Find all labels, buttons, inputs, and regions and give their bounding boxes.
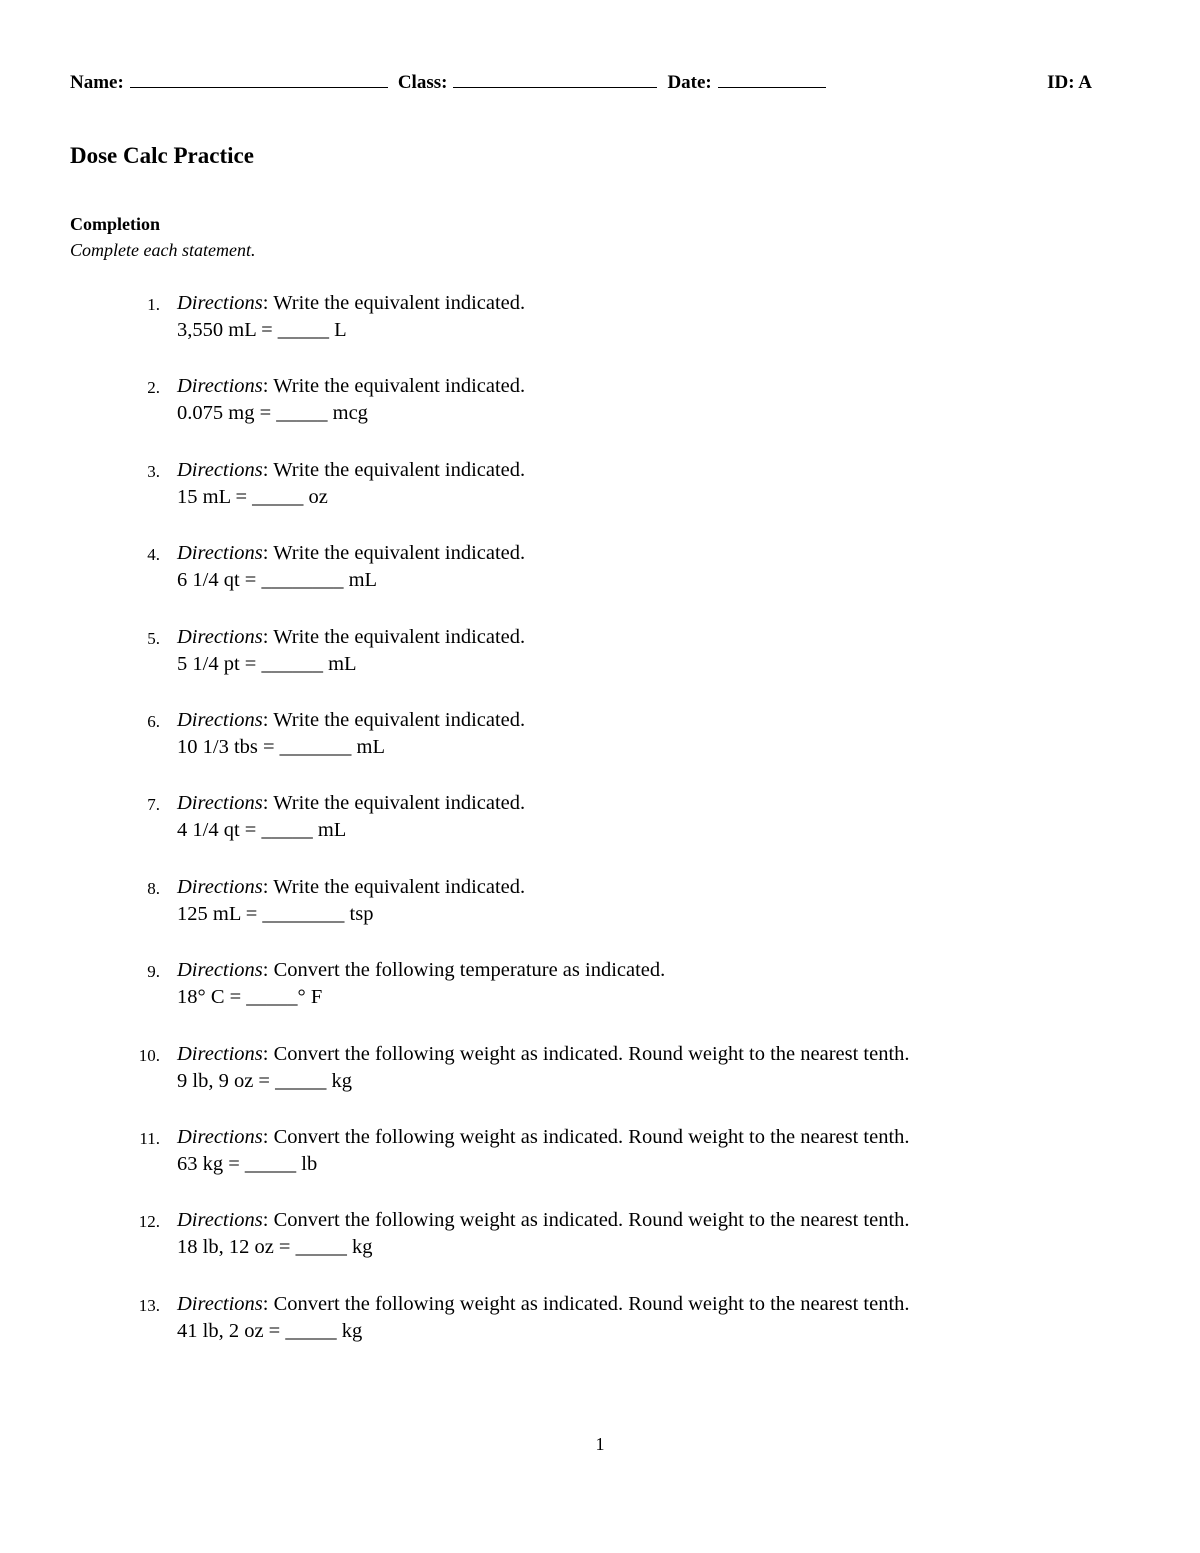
directions-label: Directions	[177, 625, 263, 648]
worksheet-header	[70, 72, 1092, 94]
question-prompt[interactable]: 6 1/4 qt = ________ mL	[177, 569, 378, 592]
directions-label: Directions	[177, 542, 263, 565]
question-direction-text: : Write the equivalent indicated.	[262, 792, 526, 815]
question-number: 13.	[138, 1295, 160, 1315]
question-item	[0, 1124, 1200, 1207]
directions-label: Directions	[177, 708, 263, 731]
question-direction-line	[177, 1041, 910, 1068]
directions-label: Directions	[177, 1125, 263, 1148]
section-instruction: Complete each statement.	[70, 240, 256, 260]
question-item	[0, 624, 1200, 707]
directions-label: Directions	[177, 959, 263, 982]
directions-label: Directions	[177, 458, 263, 481]
question-direction-line	[177, 457, 525, 484]
question-direction-text: : Write the equivalent indicated.	[262, 375, 526, 398]
question-item	[0, 1291, 1200, 1374]
date-field[interactable]	[667, 72, 835, 94]
question-prompt[interactable]: 4 1/4 qt = _____ mL	[177, 819, 347, 842]
question-number: 5.	[147, 628, 160, 648]
question-direction-line	[177, 540, 525, 567]
question-direction-line	[177, 957, 665, 984]
question-number: 4.	[147, 545, 160, 565]
question-direction-line	[177, 707, 525, 734]
question-direction-text: : Convert the following weight as indicated. Round weight to the nearest tenth.	[262, 1042, 910, 1065]
date-label: Date:	[667, 72, 712, 93]
question-body	[177, 707, 525, 761]
question-item	[0, 290, 1200, 373]
question-item	[0, 540, 1200, 623]
question-direction-text: : Write the equivalent indicated.	[262, 625, 526, 648]
name-blank-line[interactable]	[130, 86, 388, 88]
question-number: 2.	[147, 378, 160, 398]
directions-label: Directions	[177, 1292, 263, 1315]
question-number: 10.	[138, 1045, 160, 1065]
question-number: 8.	[147, 878, 160, 898]
question-direction-text: : Write the equivalent indicated.	[262, 708, 526, 731]
question-prompt[interactable]: 41 lb, 2 oz = _____ kg	[177, 1319, 363, 1342]
question-body	[177, 624, 525, 678]
question-prompt[interactable]: 15 mL = _____ oz	[177, 485, 328, 508]
question-direction-text: : Write the equivalent indicated.	[262, 292, 526, 314]
question-direction-text: : Convert the following temperature as indicated.	[262, 959, 666, 982]
question-item	[0, 1207, 1200, 1290]
question-direction-line	[177, 1124, 910, 1151]
question-body	[177, 457, 525, 511]
question-item	[0, 1041, 1200, 1124]
question-prompt[interactable]: 18 lb, 12 oz = _____ kg	[177, 1236, 373, 1259]
question-direction-text: : Convert the following weight as indicated. Round weight to the nearest tenth.	[262, 1292, 910, 1315]
class-label: Class:	[397, 72, 448, 93]
question-prompt[interactable]: 63 kg = _____ lb	[177, 1152, 318, 1175]
class-field[interactable]	[398, 72, 668, 94]
question-prompt[interactable]: 3,550 mL = _____ L	[177, 319, 347, 341]
question-body	[177, 373, 525, 427]
question-number: 3.	[147, 461, 160, 481]
question-direction-line	[177, 874, 525, 901]
question-number: 9.	[147, 962, 160, 982]
question-body	[177, 874, 525, 928]
question-list	[0, 290, 1200, 1374]
id-label: ID: A	[1047, 72, 1092, 93]
question-direction-text: : Write the equivalent indicated.	[262, 458, 526, 481]
question-body	[177, 957, 665, 1011]
question-number: 11.	[139, 1128, 160, 1148]
question-direction-line	[177, 790, 525, 817]
question-body	[177, 290, 525, 344]
directions-label: Directions	[177, 375, 263, 398]
question-prompt[interactable]: 10 1/3 tbs = _______ mL	[177, 735, 386, 758]
question-item	[0, 707, 1200, 790]
question-prompt[interactable]: 5 1/4 pt = ______ mL	[177, 652, 357, 675]
question-direction-line	[177, 1291, 910, 1318]
question-prompt[interactable]: 18° C = _____° F	[177, 986, 323, 1009]
directions-label: Directions	[177, 1209, 263, 1232]
question-direction-line	[177, 290, 525, 317]
question-direction-text: : Write the equivalent indicated.	[262, 542, 526, 565]
question-prompt[interactable]: 0.075 mg = _____ mcg	[177, 402, 368, 425]
question-direction-text: : Write the equivalent indicated.	[262, 875, 526, 898]
question-number: 7.	[147, 795, 160, 815]
class-blank-line[interactable]	[453, 86, 657, 88]
question-direction-line	[177, 1207, 910, 1234]
page-number: 1	[595, 1434, 605, 1454]
question-body	[177, 1291, 910, 1345]
question-number: 1.	[147, 295, 160, 314]
name-label: Name:	[70, 72, 124, 93]
name-field[interactable]	[70, 72, 398, 94]
question-direction-text: : Convert the following weight as indicated. Round weight to the nearest tenth.	[262, 1125, 910, 1148]
question-item	[0, 957, 1200, 1040]
question-number: 12.	[138, 1212, 160, 1232]
question-prompt[interactable]: 9 lb, 9 oz = _____ kg	[177, 1069, 352, 1092]
directions-label: Directions	[177, 292, 263, 314]
question-body	[177, 1207, 910, 1261]
question-body	[177, 1041, 910, 1095]
question-item	[0, 373, 1200, 456]
question-item	[0, 874, 1200, 957]
question-direction-line	[177, 624, 525, 651]
question-body	[177, 1124, 910, 1178]
section-heading: Completion	[70, 214, 160, 234]
directions-label: Directions	[177, 875, 263, 898]
question-number: 6.	[147, 711, 160, 731]
question-item	[0, 790, 1200, 873]
question-direction-line	[177, 373, 525, 400]
directions-label: Directions	[177, 792, 263, 815]
question-direction-text: : Convert the following weight as indicated. Round weight to the nearest tenth.	[262, 1209, 910, 1232]
question-body	[177, 790, 525, 844]
directions-label: Directions	[177, 1042, 263, 1065]
question-item	[0, 457, 1200, 540]
page-title: Dose Calc Practice	[70, 143, 254, 168]
question-prompt[interactable]: 125 mL = ________ tsp	[177, 902, 374, 925]
date-blank-line[interactable]	[718, 86, 826, 88]
question-body	[177, 540, 525, 594]
